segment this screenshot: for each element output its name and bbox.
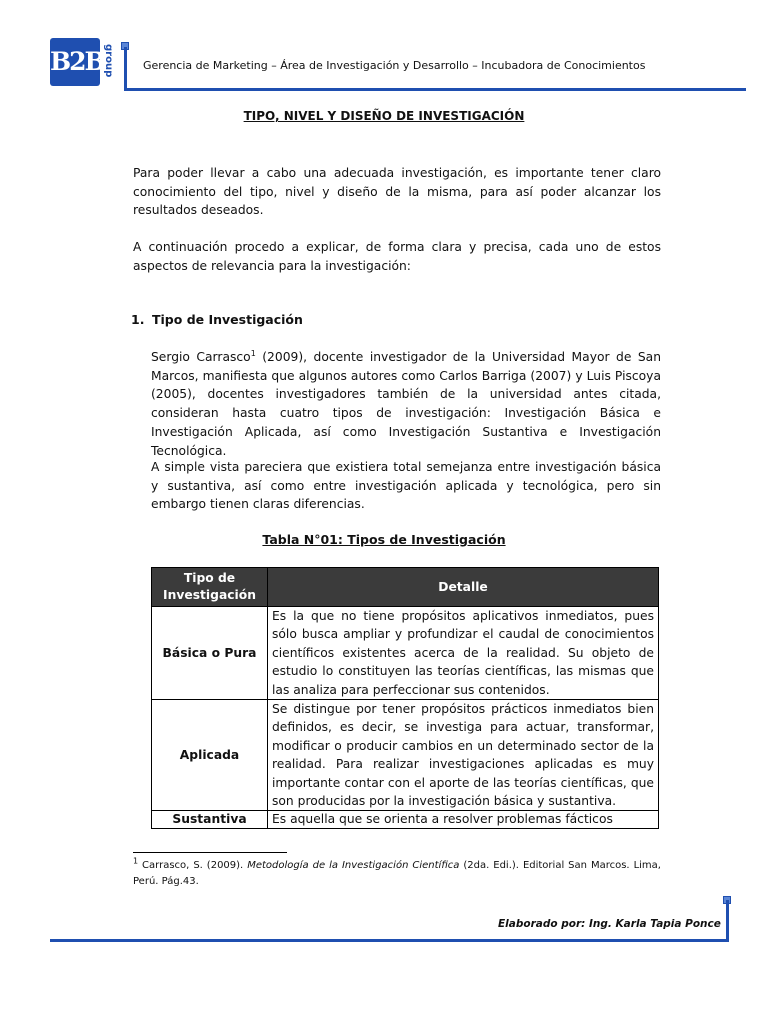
intro-paragraph-1: Para poder llevar a cabo una adecuada investigación, es importante tener claro conocimiento del tipo, nivel y diseño de la misma, para así poder alcanzar los resultados deseados. [133,166,661,218]
header-cell-type: Tipo de Investigación [152,568,268,607]
para-text: Sergio Carrasco [151,350,251,364]
header-vertical-rule [124,47,127,91]
section-heading [131,312,303,327]
footer-vertical-rule [726,900,729,942]
cell-detail: Se distingue por tener propósitos prácticos inmediatos bien definidos, es decir, se investiga para actuar, transformar, modificar o producir cambios en un determinado sector de la realidad. Para realizar investigaciones aplicadas es muy importante contar con el aporte de las teorías científicas, que son producidas por la investigación básica y sustantiva. [268,700,659,811]
intro-paragraph-2: A continuación procedo a explicar, de forma clara y precisa, cada uno de estos aspectos de relevancia para la investigación: [133,240,661,273]
section-title: Tipo de Investigación [152,312,303,327]
footnote-marker: 1 [133,856,139,866]
document-title: TIPO, NIVEL Y DISEÑO DE INVESTIGACIÓN [243,109,525,123]
para-text: (2009), docente investigador de la Universidad Mayor de San Marcos, manifiesta que algunos autores como Carlos Barriga (2007) y Luis Piscoya (2005), docentes investigadores también de la universidad antes citada, consideran hasta cuatro tipos de investigación: Investigación Básica e Investigación Aplicada, así como Investigación Sustantiva e Investigación Tecnológica. [151,350,662,458]
company-logo: B2B [50,38,100,86]
logo-group-text: group [103,44,114,78]
table-header-row [152,568,659,607]
footnote-text: (2da. Edi.). Editorial San Marcos. Lima, Perú. Pág.43. [133,860,661,887]
footnote-text: Carrasco, S. (2009). [138,860,248,871]
header-cell-detail: Detalle [268,568,659,607]
footnote-separator [133,852,287,853]
cell-type: Básica o Pura [152,607,268,700]
section-paragraph-2: A simple vista pareciera que existiera total semejanza entre investigación básica y sustantiva, así como entre investigación aplicada y tecnológica, pero sin embargo tienen claras diferencias. [151,460,661,512]
cell-type: Aplicada [152,700,268,811]
cell-detail: Es la que no tiene propósitos aplicativos inmediatos, pues sólo busca ampliar y profundizar el caudal de conocimientos científicos existentes acerca de la realidad. Su objeto de estudio lo constituyen las teorías científicas, las mismas que las analiza para perfeccionar sus contenidos. [268,607,659,700]
table-row [152,811,659,829]
footer-author: Elaborado por: Ing. Karla Tapia Ponce [498,918,721,930]
footer-horizontal-rule [50,939,729,942]
header-horizontal-rule [124,88,746,91]
section-number: 1. [131,312,145,327]
table-caption: Tabla N°01: Tipos de Investigación [262,532,506,547]
header-title: Gerencia de Marketing – Área de Investigación y Desarrollo – Incubadora de Conocimientos [143,59,646,72]
table-row [152,700,659,811]
page-break-mask [140,833,680,845]
investigation-types-table [151,567,659,829]
cell-type: Sustantiva [152,811,268,829]
footnote-book-title: Metodología de la Investigación Científica [247,860,460,871]
section-paragraph-1 [151,348,661,460]
table-row [152,607,659,700]
footnote-reference[interactable]: 1 [250,348,256,358]
cell-detail: Es aquella que se orienta a resolver problemas fácticos [268,811,659,829]
footnote [133,858,661,890]
